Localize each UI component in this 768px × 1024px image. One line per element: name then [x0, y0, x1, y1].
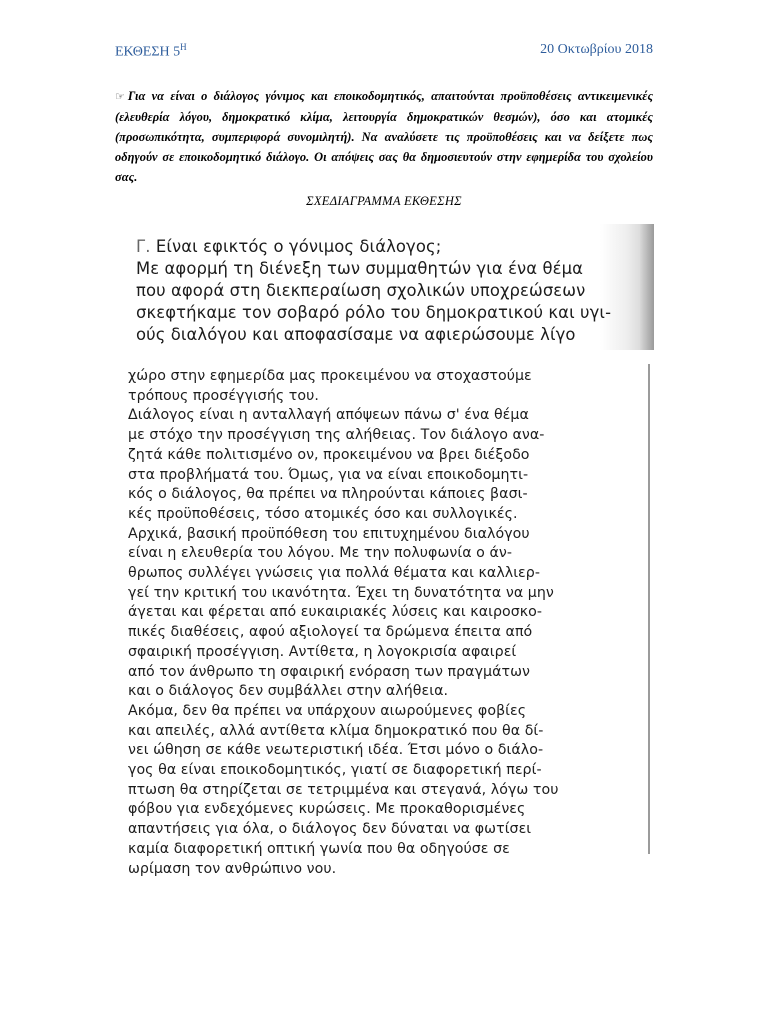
scan-line: χώρο στην εφημερίδα μας προκειμένου να στοχαστούμε: [128, 368, 532, 384]
scan-line: σφαιρική προσέγγιση. Αντίθετα, η λογοκρισία αφαιρεί: [128, 643, 517, 660]
section-letter: Γ.: [136, 237, 151, 256]
scan-line: πικές διαθέσεις, αφού αξιολογεί τα δρώμενα έπειτα από: [128, 624, 533, 641]
scan-top-line: Με αφορμή τη διένεξη των συμμαθητών για ένα θέμα: [136, 259, 584, 278]
scan-line: θρωπος συλλέγει γνώσεις για πολλά θέματα και καλλιερ-: [128, 565, 541, 582]
essay-number-title: [115, 42, 187, 61]
page-header: [115, 42, 653, 61]
scan-line: κός ο διάλογος, θα πρέπει να πληρούνται κάποιες βασι-: [128, 486, 528, 503]
scan-line: φόβου για ενδεχόμενες κυρώσεις. Με προκαθορισμένες: [128, 801, 526, 818]
essay-number-superscript: Η: [180, 42, 187, 52]
scanned-excerpt-top: [114, 224, 654, 350]
instructions-line-2: αντικειμενικές (ελευθερία λόγου, δημοκρατικό κλίμα, λειτουργία δημοκρατικών: [115, 89, 654, 124]
header-date: 20 Οκτωβρίου 2018: [540, 42, 653, 57]
essay-number-text: ΕΚΘΕΣΗ 5: [115, 44, 181, 60]
scan-line: καμία διαφορετική οπτική γωνία που θα οδηγούσε σε: [128, 840, 510, 857]
scan-heading: [136, 236, 631, 258]
scan-line: νει ώθηση σε κάθε νεωτεριστική ιδέα. Έτσι μόνο ο διάλο-: [128, 742, 544, 759]
scan-line: τρόπους προσέγγισής του.: [128, 387, 319, 404]
scan-top-line: που αφορά στη διεκπεραίωση σχολικών υποχρεώσεων: [136, 281, 586, 300]
scan-line: ζητά κάθε πολιτισμένο ον, προκειμένου να βρει διέξοδο: [128, 446, 530, 463]
scan-page-edge-shadow: [640, 224, 654, 350]
scan-line: και ο διάλογος δεν συμβάλλει στην αλήθεια.: [128, 683, 449, 700]
instructions-line-4: αναλύσετε τις προϋποθέσεις και να δείξετε πως οδηγούν σε εποικοδομητικό: [115, 130, 654, 164]
assignment-instructions: [115, 86, 653, 187]
instructions-line-3: θεσμών), όσο και ατομικές (προσωπικότητα, συμπεριφορά συνομιλητή). Να: [115, 110, 653, 144]
scan-column-rule: [648, 364, 650, 854]
scan-line: είναι η ελευθερία του λόγου. Με την πολυφωνία ο άν-: [128, 545, 513, 562]
scan-line: και απειλές, αλλά αντίθετα κλίμα δημοκρατικό που θα δί-: [128, 722, 544, 739]
scanned-excerpt-top-text: [136, 236, 631, 346]
scan-line: γος θα είναι εποικοδομητικός, γιατί σε διαφορετική περί-: [128, 762, 542, 779]
scan-line: ωρίμαση τον ανθρώπινο νου.: [128, 860, 337, 877]
instructions-line-1: Για να είναι ο διάλογος γόνιμος και εποικοδομητικός, απαιτούνται προϋποθέσεις: [127, 89, 572, 103]
scan-line: απαντήσεις για όλα, ο διάλογος δεν δύναται να φωτίσει: [128, 821, 532, 838]
outline-title: ΣΧΕΔΙΑΓΡΑΜΜΑ ΕΚΘΕΣΗΣ: [306, 194, 462, 208]
scan-top-line: ούς διαλόγου και αποφασίσαμε να αφιερώσουμε λίγο: [136, 325, 576, 344]
scanned-excerpt-main-text: [128, 367, 634, 879]
scan-line: άγεται και φέρεται από ευκαιριακές λύσεις και καιροσκο-: [128, 604, 543, 621]
scan-line: πτωση θα στηρίζεται σε τετριμμένα και στεγανά, λόγω του: [128, 781, 559, 798]
pointing-hand-icon: ☞: [115, 91, 125, 103]
scan-heading-text: Είναι εφικτός ο γόνιμος διάλογος;: [150, 237, 442, 256]
scanned-excerpt-main: [114, 358, 654, 877]
scan-line: με στόχο την προσέγγιση της αλήθειας. Τον διάλογο ανα-: [128, 427, 545, 444]
scan-top-line: σκεφτήκαμε τον σοβαρό ρόλο του δημοκρατικού και υγι-: [136, 303, 612, 322]
scan-line: γεί την κριτική του ικανότητα. Έχει τη δυνατότητα να μην: [128, 584, 554, 601]
scan-line: από τον άνθρωπο τη σφαιρική ενόραση των πραγμάτων: [128, 663, 530, 680]
scan-line: στα προβλήματά του. Όμως, για να είναι εποικοδομητι-: [128, 466, 529, 483]
scan-line: Αρχικά, βασική προϋπόθεση του επιτυχημένου διαλόγου: [128, 525, 530, 542]
scan-line: Ακόμα, δεν θα πρέπει να υπάρχουν αιωρούμενες φοβίες: [128, 702, 527, 719]
scan-line: Διάλογος είναι η ανταλλαγή απόψεων πάνω σ' ένα θέμα: [128, 407, 529, 424]
scan-line: κές προϋποθέσεις, τόσο ατομικές όσο και συλλογικές.: [128, 505, 518, 522]
instructions-line-5: διάλογο. Οι απόψεις σας θα δημοσιευτούν στην εφημερίδα του σχολείου σας.: [115, 150, 654, 184]
